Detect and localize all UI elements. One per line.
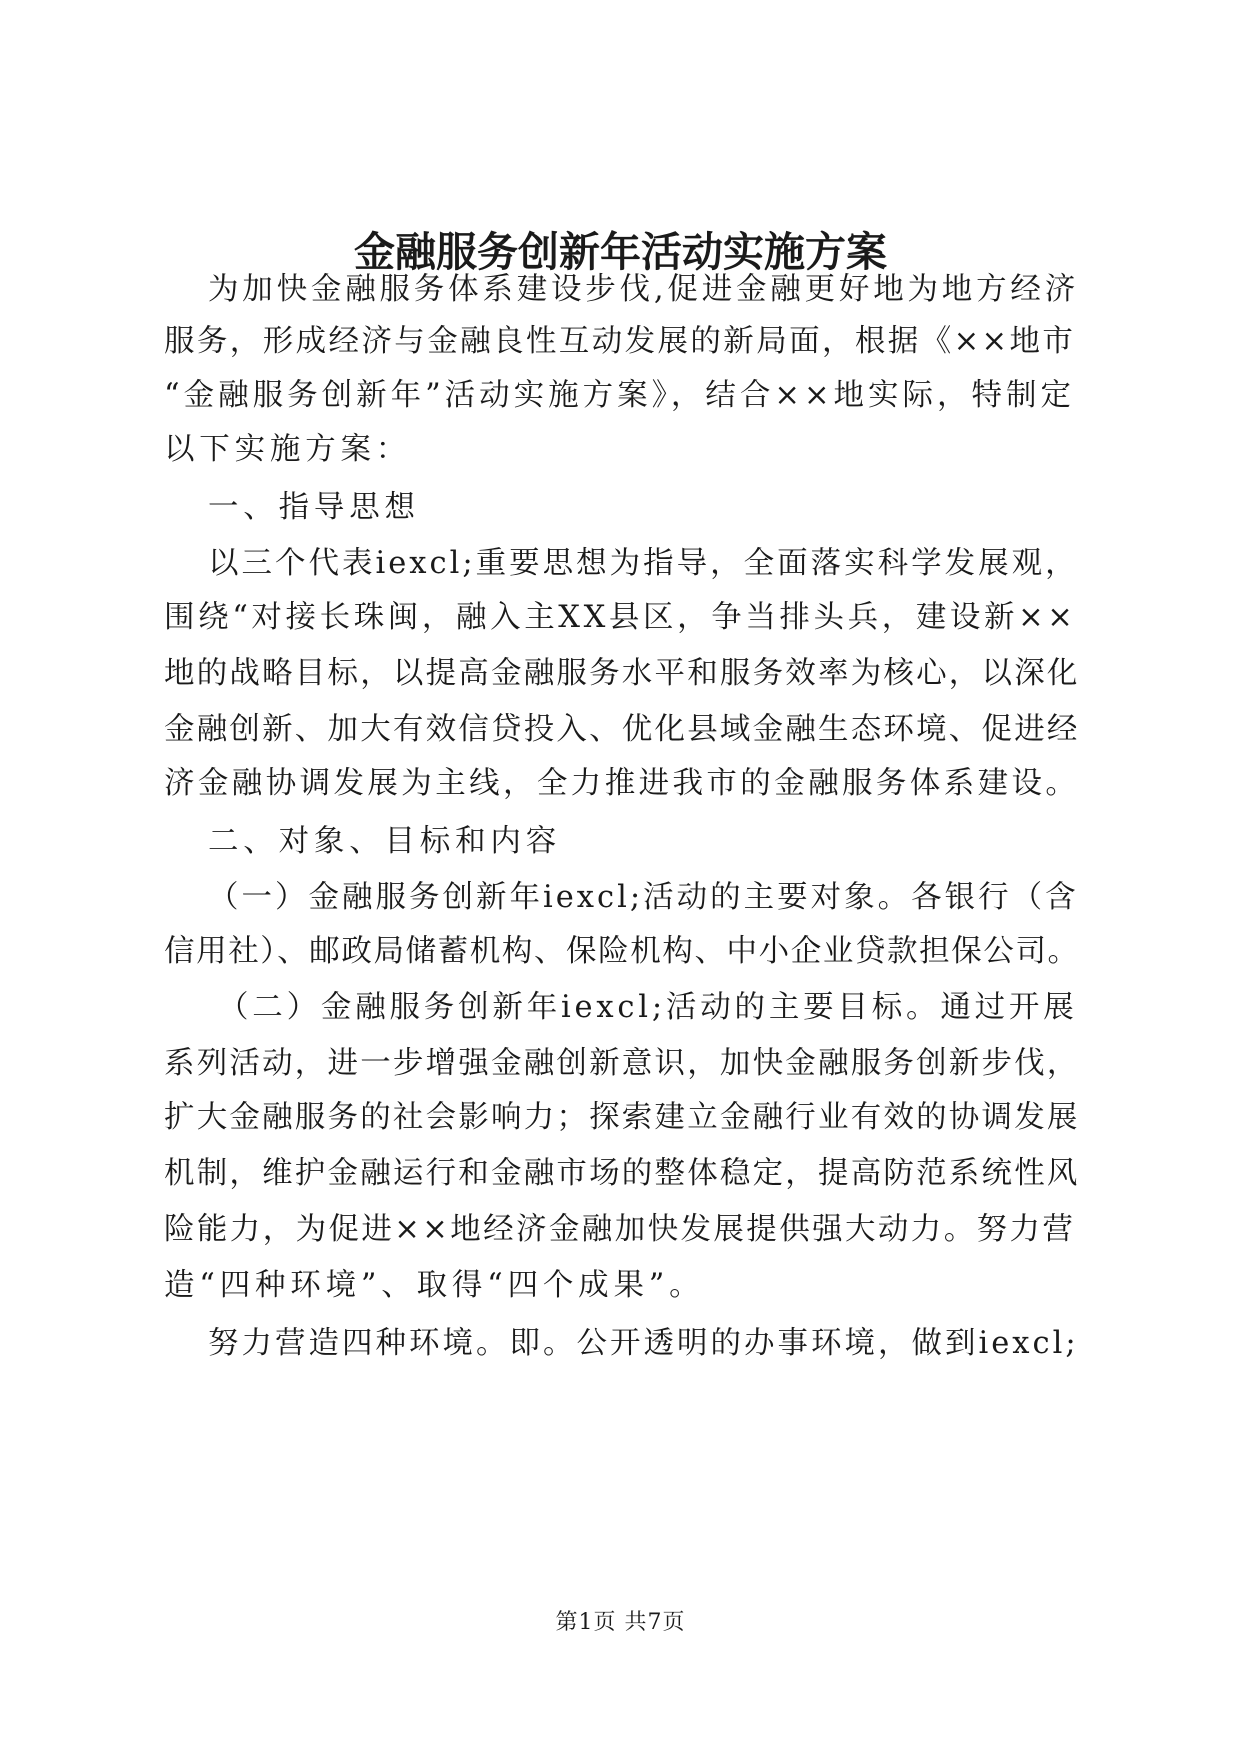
paragraph-line: （二）金融服务创新年iexcl;活动的主要目标。通过开展 — [218, 990, 1078, 1025]
page-footer: 第1页 共7页 — [555, 1610, 686, 1635]
paragraph-line: 信用社）、邮政局储蓄机构、保险机构、中小企业贷款担保公司。 — [164, 934, 1080, 969]
paragraph-line: 努力营造四种环境。即。公开透明的办事环境，做到iexcl; — [208, 1326, 1079, 1361]
paragraph-line: 为加快金融服务体系建设步伐,促进金融更好地为地方经济 — [208, 272, 1079, 307]
paragraph-line: 服务，形成经济与金融良性互动发展的新局面，根据《××地市 — [164, 324, 1076, 359]
paragraph-line: 济金融协调发展为主线，全力推进我市的金融服务体系建设。 — [164, 766, 1080, 801]
paragraph-line: 险能力，为促进××地经济金融加快发展提供强大动力。努力营 — [164, 1212, 1076, 1247]
paragraph-line: 造“四种环境”、取得“四个成果”。 — [164, 1268, 705, 1303]
paragraph-line: 以三个代表iexcl;重要思想为指导，全面落实科学发展观， — [208, 546, 1079, 581]
paragraph-line: 以下实施方案： — [164, 432, 412, 467]
paragraph-line: 扩大金融服务的社会影响力；探索建立金融行业有效的协调发展 — [164, 1100, 1080, 1135]
paragraph-line: 系列活动，进一步增强金融创新意识，加快金融服务创新步伐， — [164, 1046, 1080, 1081]
section-heading: 二、对象、目标和内容 — [208, 824, 561, 859]
paragraph-line: 围绕“对接长珠闽，融入主XX县区，争当排头兵，建设新×× — [164, 600, 1077, 635]
paragraph-line: “金融服务创新年”活动实施方案》，结合××地实际，特制定 — [164, 378, 1076, 413]
paragraph-line: （一）金融服务创新年iexcl;活动的主要对象。各银行（含 — [208, 880, 1079, 915]
section-heading: 一、指导思想 — [208, 490, 420, 525]
paragraph-line: 地的战略目标，以提高金融服务水平和服务效率为核心，以深化 — [164, 656, 1080, 691]
paragraph-line: 机制，维护金融运行和金融市场的整体稳定，提高防范系统性风 — [164, 1156, 1080, 1191]
document-title: 金融服务创新年活动实施方案 — [354, 228, 887, 276]
paragraph-line: 金融创新、加大有效信贷投入、优化县域金融生态环境、促进经 — [164, 712, 1080, 747]
